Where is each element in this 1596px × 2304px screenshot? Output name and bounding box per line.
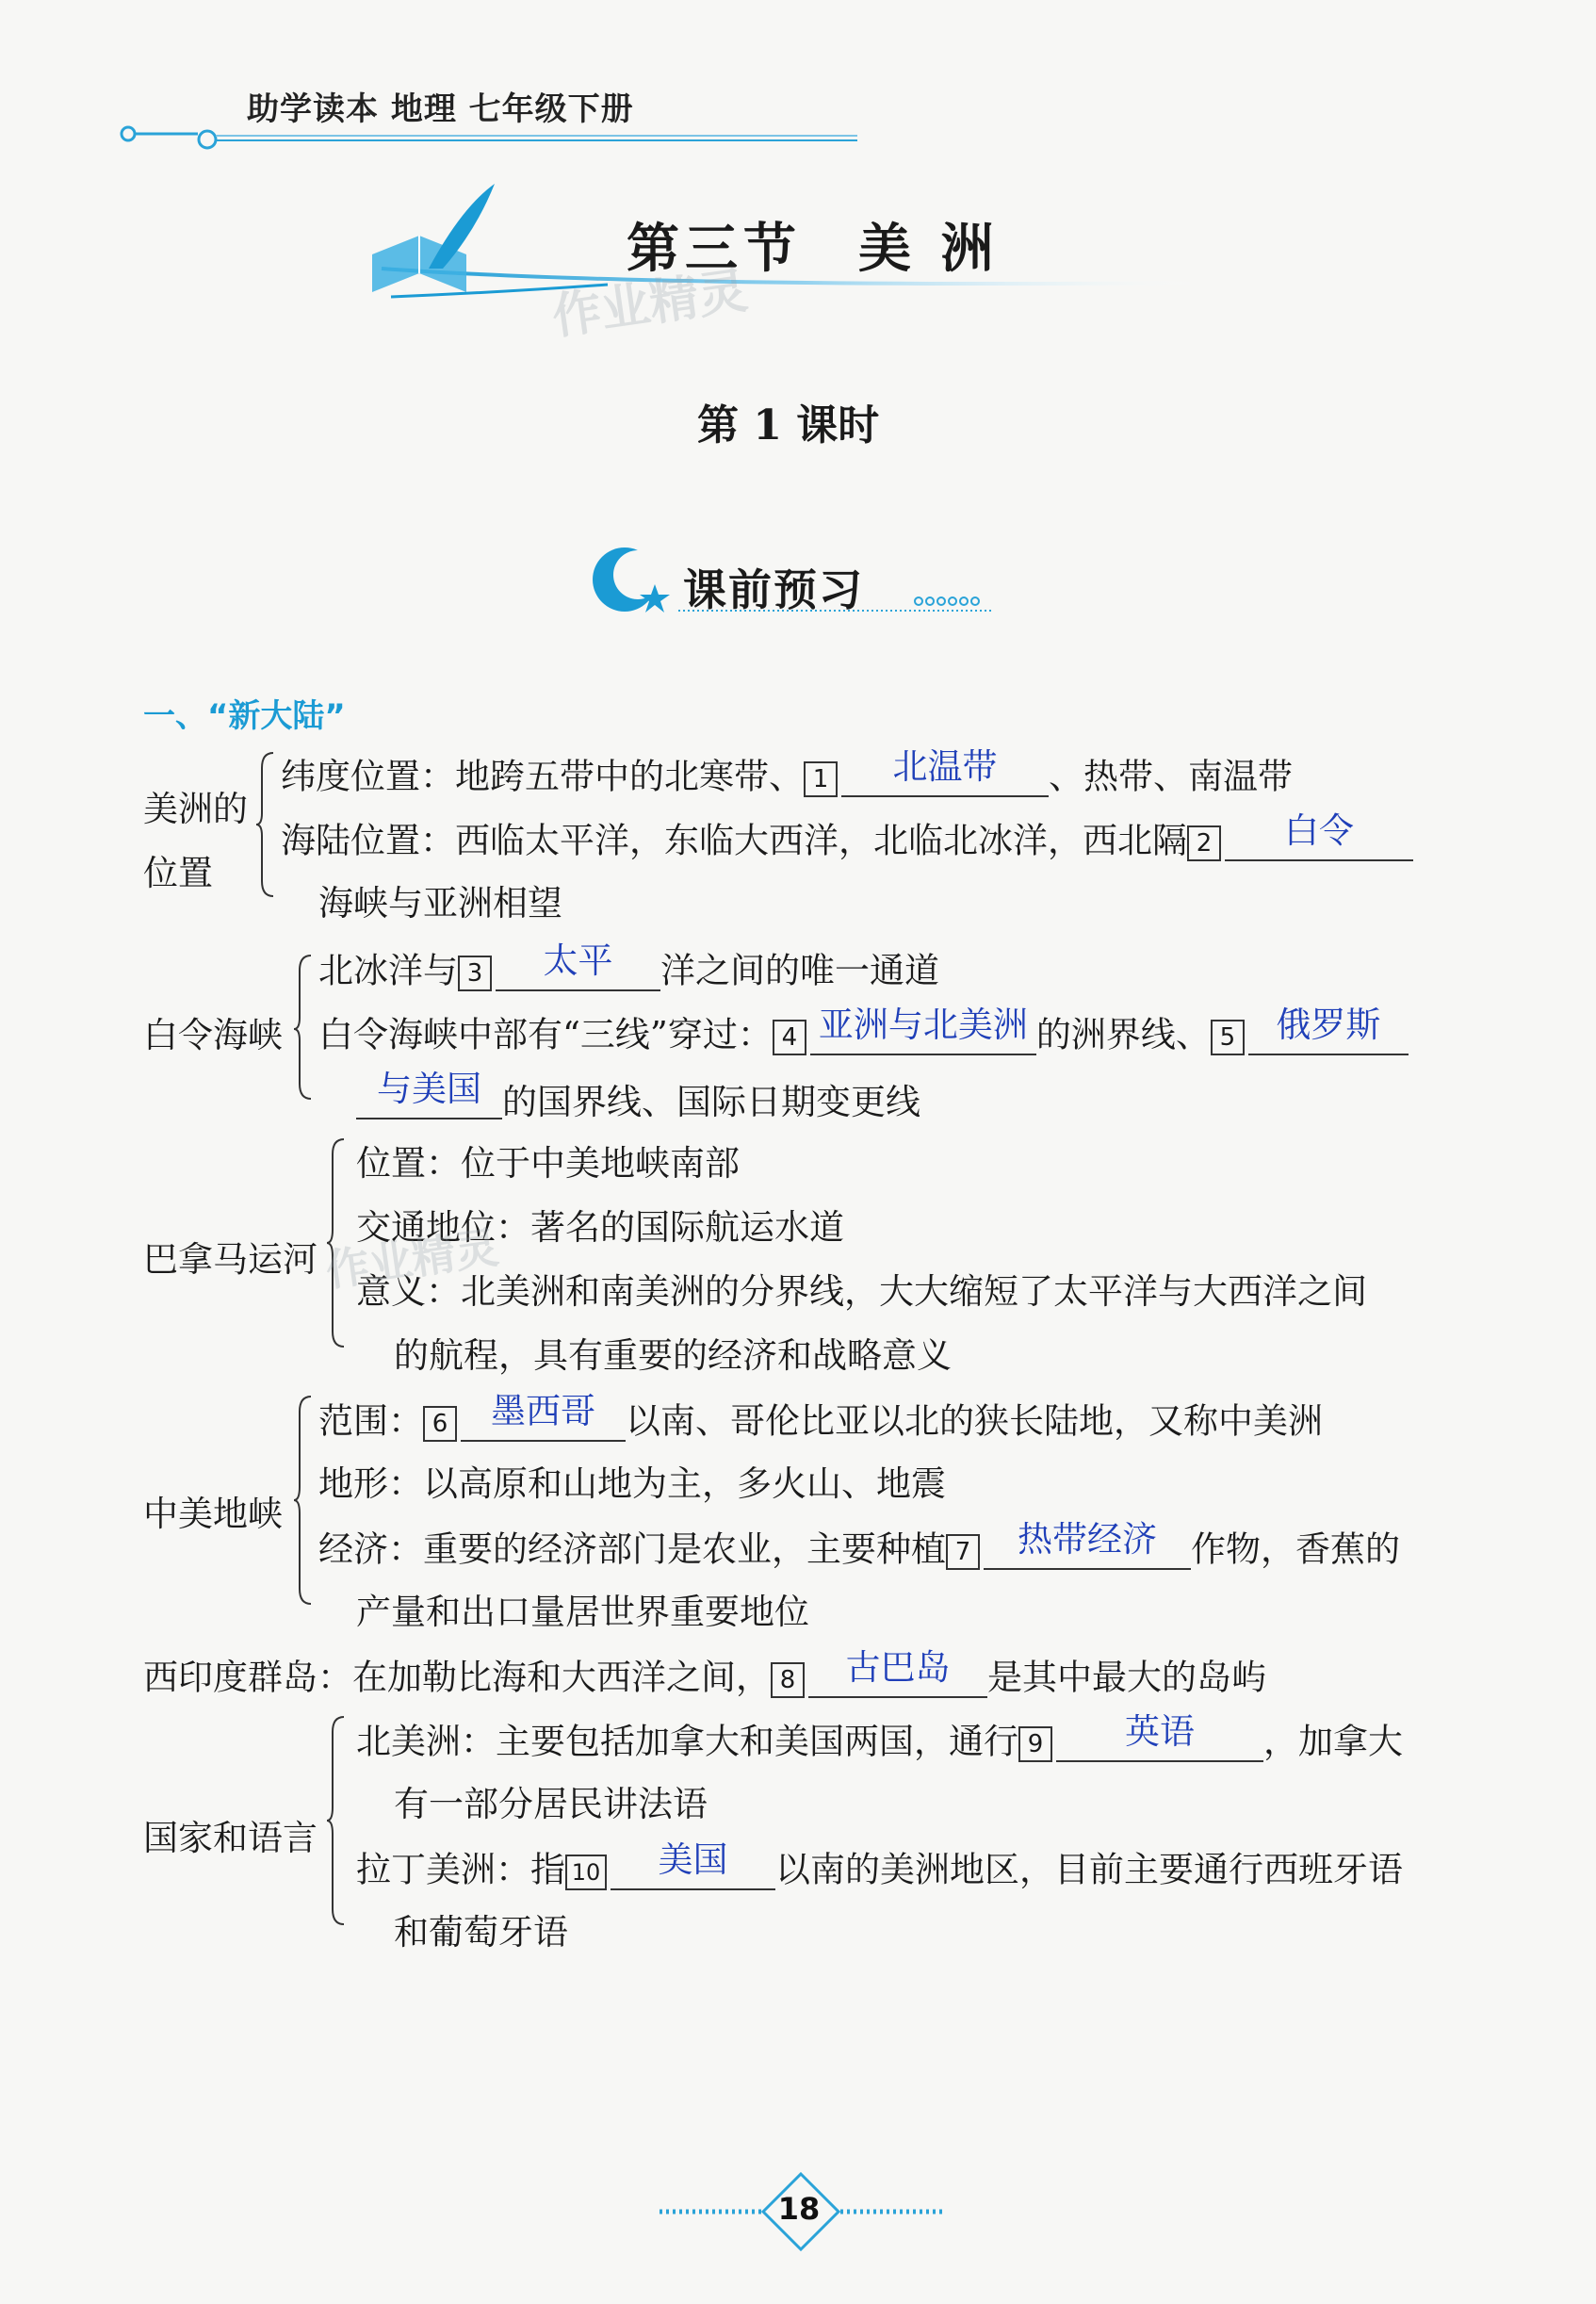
central-line-4: 产量和出口量居世界重要地位: [356, 1592, 809, 1632]
section-name: 美 洲: [858, 218, 1000, 280]
blank-1[interactable]: 北温带: [841, 758, 1049, 797]
bering-line-2: 白令海峡中部有“三线”穿过： 4 亚洲与北美洲 的洲界线、 5 俄罗斯: [318, 1016, 1409, 1055]
location-line-1: 纬度位置：地跨五带中的北寒带、 1 北温带 、热带、南温带: [281, 746, 1293, 797]
panama-line-2: 交通地位：著名的国际航运水道: [356, 1207, 844, 1248]
panama-line-4: 的航程，具有重要的经济和战略意义: [394, 1335, 952, 1376]
brace: [254, 749, 277, 900]
bering-label: 白令海峡: [143, 1015, 283, 1055]
westindies-line: 西印度群岛：在加勒比海和大西洋之间， 8 古巴岛 是其中最大的岛屿: [143, 1647, 1266, 1698]
blank-2[interactable]: 白令: [1225, 822, 1413, 861]
header-rule: [113, 123, 867, 151]
central-line-3: 经济：重要的经济部门是农业，主要种植 7 热带经济 作物，香蕉的: [318, 1519, 1400, 1570]
panama-line-1: 位置：位于中美地峡南部: [356, 1143, 740, 1184]
brace: [292, 952, 315, 1103]
blank-9[interactable]: 英语: [1056, 1723, 1263, 1762]
blank-10[interactable]: 美国: [611, 1851, 775, 1890]
language-line-2: 有一部分居民讲法语: [394, 1784, 708, 1824]
blank-4[interactable]: 亚洲与北美洲: [810, 1016, 1036, 1055]
watermark: 作业精灵: [322, 1221, 502, 1297]
central-line-1: 范围： 6 墨西哥 以南、哥伦比亚以北的狭长陆地，又称中美洲: [318, 1391, 1323, 1442]
location-line-3: 海峡与亚洲相望: [318, 883, 562, 923]
language-label: 国家和语言: [143, 1818, 318, 1858]
bering-line-1: 北冰洋与 3 太平 洋之间的唯一通道: [318, 940, 939, 991]
blank-7[interactable]: 热带经济: [984, 1530, 1191, 1570]
brace: [292, 1393, 315, 1608]
language-line-4: 和葡萄牙语: [394, 1912, 568, 1953]
blank-3[interactable]: 太平: [496, 952, 660, 991]
preview-heading: 课前预习: [683, 564, 864, 615]
language-line-1: 北美洲：主要包括加拿大和美国两国，通行 9 英语 ，加拿大: [356, 1711, 1403, 1762]
location-label-2: 位置: [143, 853, 213, 893]
section-number: 第三节: [627, 218, 802, 280]
page-number: 18: [777, 2191, 821, 2227]
blank-5[interactable]: 俄罗斯: [1248, 1016, 1409, 1055]
central-label: 中美地峡: [143, 1494, 283, 1534]
bering-line-3: 与美国 的国界线、国际日期变更线: [356, 1080, 920, 1119]
brace: [325, 1713, 348, 1928]
central-line-2: 地形：以高原和山地为主，多火山、地震: [318, 1463, 946, 1504]
location-label-1: 美洲的: [143, 789, 248, 829]
blank-5-continued[interactable]: 与美国: [356, 1080, 502, 1119]
panama-label: 巴拿马运河: [143, 1239, 318, 1280]
panama-line-3: 意义：北美洲和南美洲的分界线，大大缩短了太平洋与大西洋之间: [356, 1271, 1367, 1312]
watermark: 作业精灵: [548, 262, 751, 347]
location-line-2: 海陆位置：西临太平洋，东临大西洋，北临北冰洋，西北隔 2 白令: [281, 822, 1413, 861]
blank-8[interactable]: 古巴岛: [808, 1659, 987, 1698]
lesson-title: 第 1 课时: [697, 401, 880, 449]
book-title: 助学读本 地理 七年级下册: [247, 90, 634, 128]
part1-heading: 一、“新大陆”: [143, 697, 346, 735]
language-line-3: 拉丁美洲：指 10 美国 以南的美洲地区，目前主要通行西班牙语: [356, 1839, 1403, 1890]
blank-6[interactable]: 墨西哥: [461, 1402, 626, 1442]
